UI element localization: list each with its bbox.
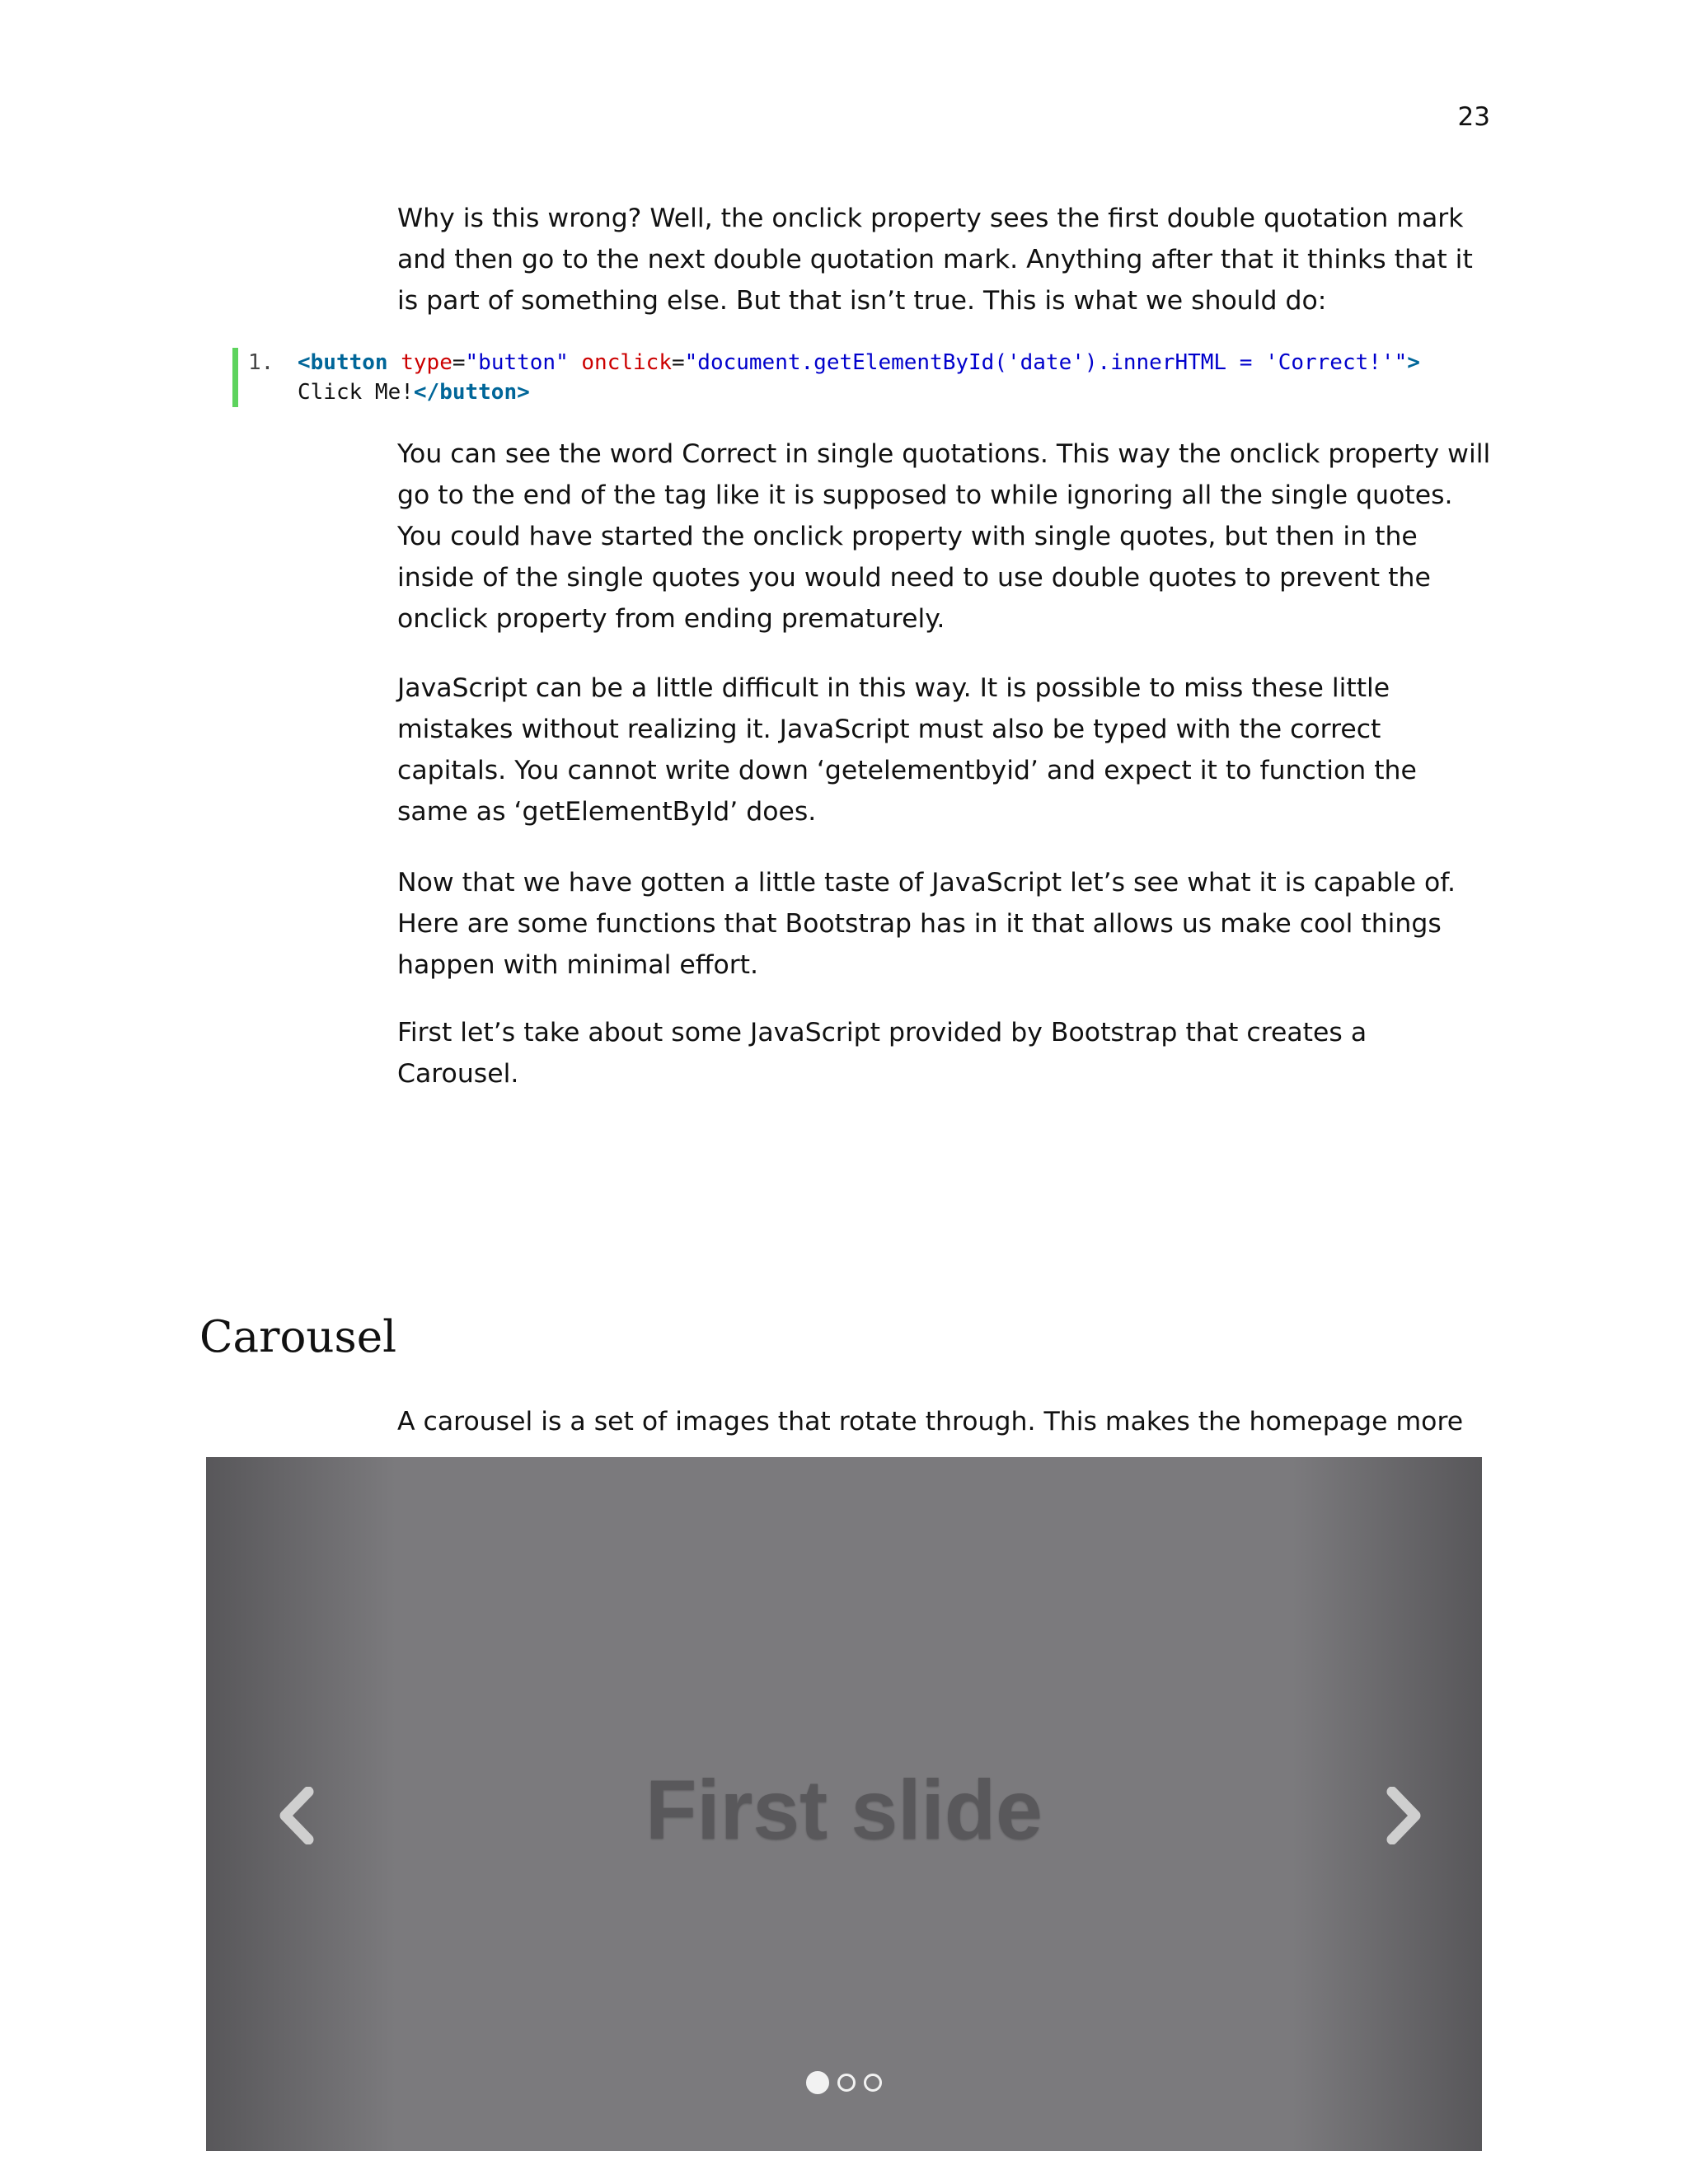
- chevron-right-icon: [1384, 1787, 1423, 1848]
- section-heading-carousel: Carousel: [199, 1312, 397, 1362]
- carousel-next-button[interactable]: [1371, 1780, 1437, 1854]
- code-button-text: Click Me!: [298, 380, 414, 405]
- paragraph-carousel-intro: First let’s take about some JavaScript provided by Bootstrap that creates a Carousel.: [397, 1018, 1367, 1089]
- code-line-number: 1.: [248, 350, 274, 375]
- carousel-slide-caption: First slide: [645, 1763, 1043, 1857]
- paragraph-why-wrong: Why is this wrong? Well, the onclick property sees the first double quotation mark and then go to the next double quotation mark. Anything after that it thinks that it is part of something else. But that isn’t true. This is what we should do:: [397, 204, 1473, 316]
- paragraph-javascript-difficult: JavaScript can be a little difficult in this way. It is possible to miss these little mistakes without realizing it. JavaScript must also be typed with the correct capitals. You cannot write down ‘getelementbyid’ and expect it to function the same as ‘getElementById’ does.: [397, 673, 1417, 827]
- carousel-prev-button[interactable]: [264, 1780, 330, 1854]
- code-line-1: [298, 348, 1420, 377]
- paragraph-taste-of-javascript: Now that we have gotten a little taste of JavaScript let’s see what it is capable of. Here are some functions that Bootstrap has in it that allows us make cool things happen with minimal effort.: [397, 868, 1456, 980]
- carousel-indicator-3[interactable]: [864, 2074, 882, 2092]
- paragraph-single-quotes: You can see the word Correct in single quotations. This way the onclick property will go to the end of the tag like it is supposed to while ignoring all the single quotes. You could have started the onclick property with single quotes, but then in the inside of the single quotes you would need to use double quotes to prevent the onclick property from ending prematurely.: [397, 439, 1491, 634]
- code-block: [232, 348, 1507, 407]
- carousel-indicators: [206, 2074, 1482, 2094]
- code-attr-type: type: [401, 350, 452, 375]
- code-equals: =: [671, 350, 685, 375]
- code-tag-close: </button>: [413, 380, 530, 405]
- page-number: 23: [1457, 102, 1490, 132]
- code-attr-onclick: onclick: [581, 350, 672, 375]
- code-value-type: "button": [465, 350, 569, 375]
- code-value-onclick: "document.getElementById('date').innerHTML = 'Correct!'": [684, 350, 1408, 375]
- code-tag-open: <button: [298, 350, 388, 375]
- carousel[interactable]: [206, 1457, 1482, 2151]
- carousel-indicator-1[interactable]: [806, 2071, 829, 2094]
- paragraph-carousel-definition: A carousel is a set of images that rotate through. This makes the homepage more: [397, 1407, 1464, 1436]
- code-line-2: [298, 377, 530, 407]
- chevron-left-icon: [277, 1787, 316, 1848]
- code-tag-gt: >: [1407, 350, 1420, 375]
- code-equals: =: [452, 350, 466, 375]
- carousel-indicator-2[interactable]: [837, 2074, 856, 2092]
